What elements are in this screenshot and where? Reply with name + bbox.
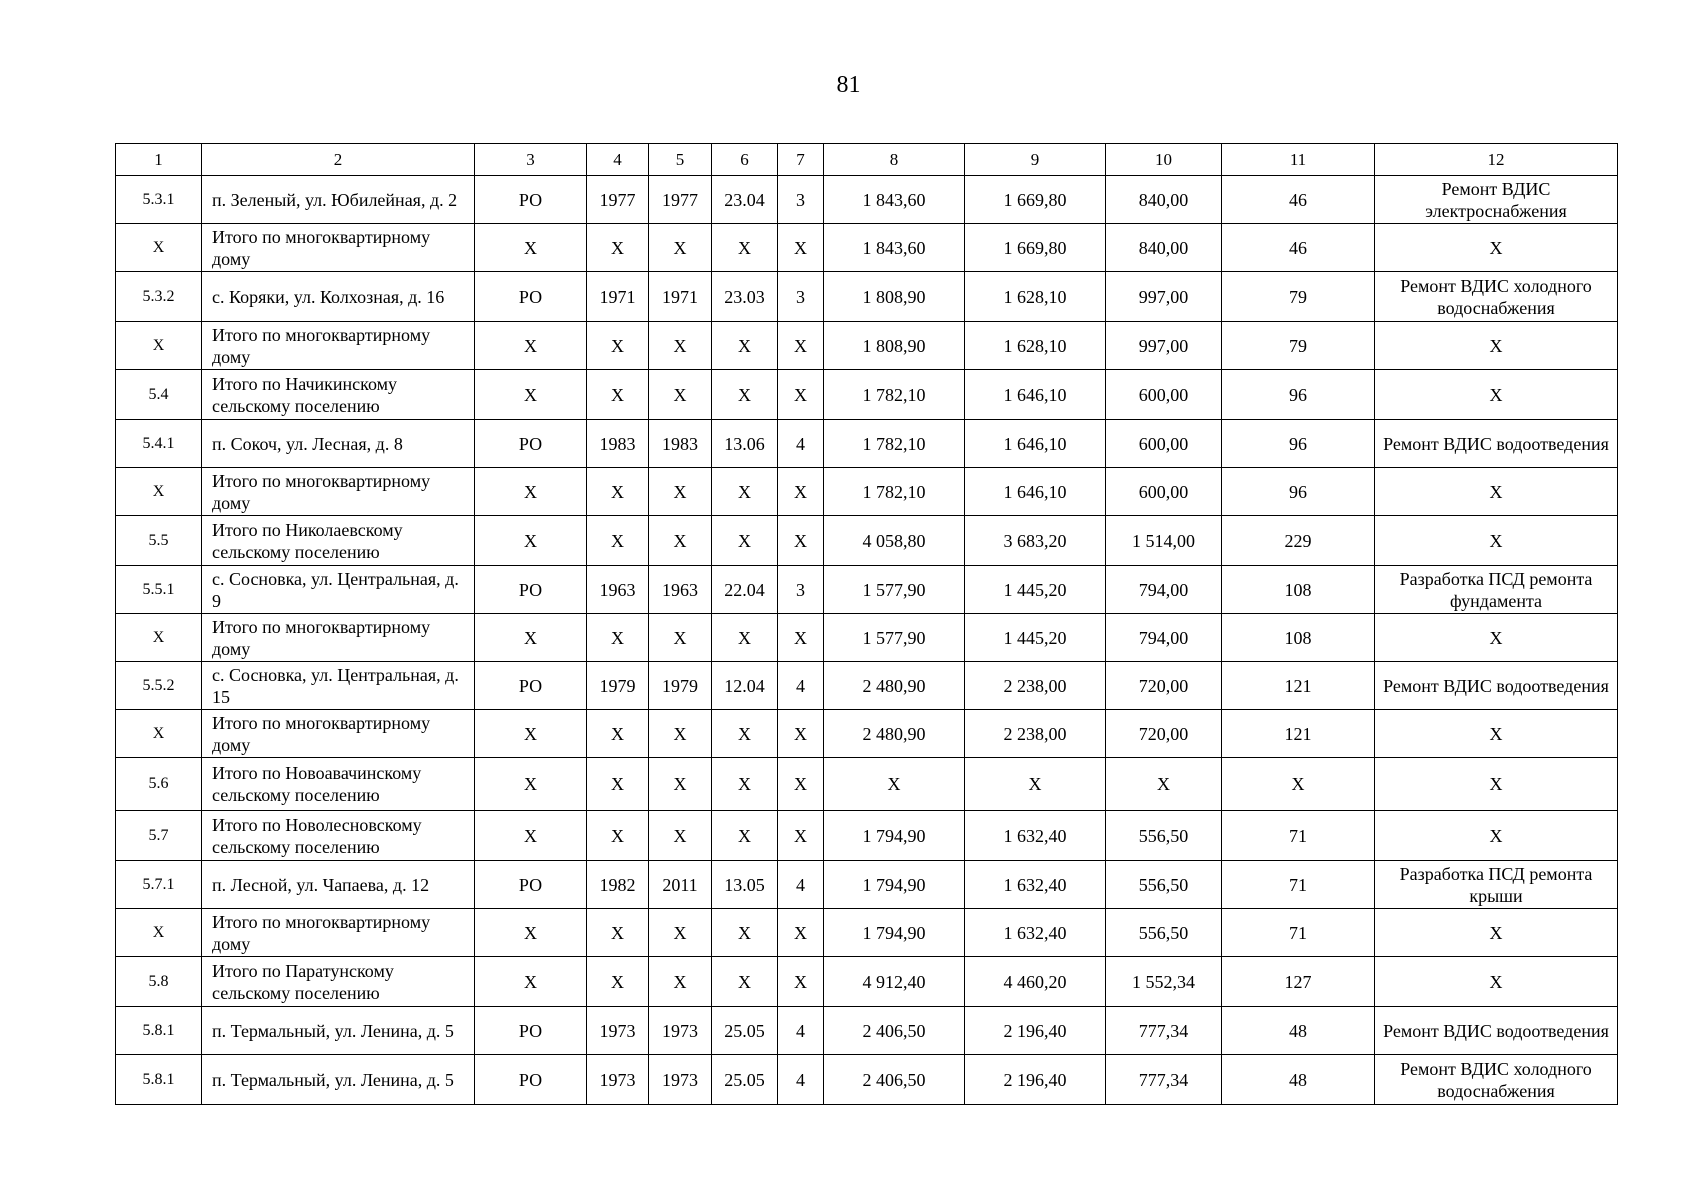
- cell-work-type: X: [1375, 614, 1618, 662]
- cell-residents: X: [1222, 758, 1375, 811]
- cell-total-area: 1 808,90: [824, 272, 965, 322]
- column-header: 1: [116, 144, 202, 176]
- cell-address: с. Сосновка, ул. Центральная, д. 15: [202, 662, 475, 710]
- cell-floors: 4: [778, 861, 824, 909]
- cell-year-built: X: [587, 614, 649, 662]
- cell-code: X: [712, 614, 778, 662]
- cell-total-area: 1 843,60: [824, 224, 965, 272]
- cell-cost: 556,50: [1106, 909, 1222, 957]
- column-header: 3: [475, 144, 587, 176]
- cell-code: 25.05: [712, 1007, 778, 1055]
- cell-row-number: X: [116, 614, 202, 662]
- cell-work-type: Ремонт ВДИС электроснабжения: [1375, 176, 1618, 224]
- cell-residents: 46: [1222, 176, 1375, 224]
- cell-code: X: [712, 957, 778, 1007]
- cell-work-type: X: [1375, 370, 1618, 420]
- cell-work-type: X: [1375, 758, 1618, 811]
- cell-year-built: 1977: [587, 176, 649, 224]
- cell-total-area: 2 480,90: [824, 710, 965, 758]
- cell-year-commissioned: 1973: [649, 1007, 712, 1055]
- cell-floors: X: [778, 516, 824, 566]
- cell-code: X: [712, 516, 778, 566]
- data-table: [115, 143, 1618, 1105]
- cell-row-number: X: [116, 468, 202, 516]
- cell-floors: X: [778, 224, 824, 272]
- cell-cost: 794,00: [1106, 614, 1222, 662]
- cell-living-area: 1 669,80: [965, 224, 1106, 272]
- column-header: 7: [778, 144, 824, 176]
- cell-year-built: X: [587, 710, 649, 758]
- cell-row-number: 5.3.2: [116, 272, 202, 322]
- cell-code: X: [712, 370, 778, 420]
- cell-year-built: X: [587, 224, 649, 272]
- column-header: 10: [1106, 144, 1222, 176]
- table-row: [116, 322, 1618, 370]
- cell-category: X: [475, 614, 587, 662]
- cell-code: 13.05: [712, 861, 778, 909]
- cell-year-commissioned: X: [649, 370, 712, 420]
- table-row: [116, 758, 1618, 811]
- cell-category: РО: [475, 861, 587, 909]
- cell-living-area: 1 632,40: [965, 861, 1106, 909]
- cell-cost: 556,50: [1106, 861, 1222, 909]
- cell-code: 23.04: [712, 176, 778, 224]
- cell-living-area: 1 632,40: [965, 811, 1106, 861]
- cell-total-area: 1 843,60: [824, 176, 965, 224]
- cell-category: РО: [475, 272, 587, 322]
- cell-category: X: [475, 909, 587, 957]
- cell-year-built: X: [587, 909, 649, 957]
- cell-category: X: [475, 710, 587, 758]
- cell-address: Итого по многоквартирному дому: [202, 710, 475, 758]
- cell-row-number: X: [116, 710, 202, 758]
- cell-row-number: 5.7: [116, 811, 202, 861]
- cell-floors: X: [778, 758, 824, 811]
- cell-floors: X: [778, 909, 824, 957]
- cell-cost: 840,00: [1106, 176, 1222, 224]
- cell-floors: 3: [778, 272, 824, 322]
- cell-floors: X: [778, 468, 824, 516]
- column-header: 11: [1222, 144, 1375, 176]
- table-row: [116, 272, 1618, 322]
- table-row: [116, 909, 1618, 957]
- cell-living-area: 1 628,10: [965, 272, 1106, 322]
- cell-cost: 840,00: [1106, 224, 1222, 272]
- cell-row-number: 5.6: [116, 758, 202, 811]
- cell-year-commissioned: 1983: [649, 420, 712, 468]
- cell-work-type: Ремонт ВДИС водоотведения: [1375, 662, 1618, 710]
- cell-address: п. Зеленый, ул. Юбилейная, д. 2: [202, 176, 475, 224]
- cell-floors: X: [778, 710, 824, 758]
- table-row: [116, 710, 1618, 758]
- cell-row-number: 5.5: [116, 516, 202, 566]
- cell-cost: 600,00: [1106, 420, 1222, 468]
- cell-category: РО: [475, 1007, 587, 1055]
- cell-category: РО: [475, 420, 587, 468]
- cell-year-built: X: [587, 322, 649, 370]
- cell-year-commissioned: 1977: [649, 176, 712, 224]
- cell-total-area: 4 058,80: [824, 516, 965, 566]
- cell-category: X: [475, 516, 587, 566]
- cell-address: Итого по Новоавачинскому сельскому поселению: [202, 758, 475, 811]
- cell-cost: 720,00: [1106, 710, 1222, 758]
- cell-address: Итого по многоквартирному дому: [202, 909, 475, 957]
- cell-total-area: 2 406,50: [824, 1007, 965, 1055]
- column-header: 8: [824, 144, 965, 176]
- cell-row-number: 5.3.1: [116, 176, 202, 224]
- cell-address: Итого по многоквартирному дому: [202, 614, 475, 662]
- cell-residents: 71: [1222, 909, 1375, 957]
- cell-total-area: X: [824, 758, 965, 811]
- cell-code: 12.04: [712, 662, 778, 710]
- cell-living-area: 1 646,10: [965, 370, 1106, 420]
- table-row: [116, 1055, 1618, 1105]
- cell-year-commissioned: X: [649, 811, 712, 861]
- cell-total-area: 1 794,90: [824, 861, 965, 909]
- cell-year-built: X: [587, 468, 649, 516]
- cell-cost: 777,34: [1106, 1007, 1222, 1055]
- cell-cost: 794,00: [1106, 566, 1222, 614]
- cell-address: п. Термальный, ул. Ленина, д. 5: [202, 1007, 475, 1055]
- cell-living-area: 1 669,80: [965, 176, 1106, 224]
- cell-address: с. Сосновка, ул. Центральная, д. 9: [202, 566, 475, 614]
- cell-work-type: X: [1375, 516, 1618, 566]
- table-row: [116, 516, 1618, 566]
- cell-residents: 48: [1222, 1007, 1375, 1055]
- cell-code: X: [712, 322, 778, 370]
- cell-floors: X: [778, 322, 824, 370]
- cell-living-area: 1 646,10: [965, 468, 1106, 516]
- cell-total-area: 4 912,40: [824, 957, 965, 1007]
- cell-living-area: X: [965, 758, 1106, 811]
- cell-living-area: 3 683,20: [965, 516, 1106, 566]
- cell-row-number: 5.8: [116, 957, 202, 1007]
- column-header: 9: [965, 144, 1106, 176]
- cell-year-built: 1963: [587, 566, 649, 614]
- cell-year-built: 1982: [587, 861, 649, 909]
- cell-code: X: [712, 909, 778, 957]
- cell-row-number: 5.4.1: [116, 420, 202, 468]
- cell-address: п. Лесной, ул. Чапаева, д. 12: [202, 861, 475, 909]
- cell-code: 23.03: [712, 272, 778, 322]
- cell-residents: 46: [1222, 224, 1375, 272]
- cell-address: Итого по Паратунскому сельскому поселению: [202, 957, 475, 1007]
- cell-residents: 108: [1222, 566, 1375, 614]
- cell-address: Итого по Николаевскому сельскому поселению: [202, 516, 475, 566]
- cell-row-number: 5.4: [116, 370, 202, 420]
- cell-address: с. Коряки, ул. Колхозная, д. 16: [202, 272, 475, 322]
- cell-row-number: 5.8.1: [116, 1055, 202, 1105]
- cell-category: X: [475, 224, 587, 272]
- cell-residents: 79: [1222, 272, 1375, 322]
- cell-total-area: 1 577,90: [824, 614, 965, 662]
- cell-code: X: [712, 710, 778, 758]
- cell-row-number: X: [116, 322, 202, 370]
- cell-cost: 1 552,34: [1106, 957, 1222, 1007]
- column-header: 6: [712, 144, 778, 176]
- cell-cost: 997,00: [1106, 272, 1222, 322]
- cell-row-number: 5.5.1: [116, 566, 202, 614]
- cell-living-area: 1 445,20: [965, 566, 1106, 614]
- cell-residents: 96: [1222, 420, 1375, 468]
- cell-address: Итого по многоквартирному дому: [202, 224, 475, 272]
- table-row: [116, 566, 1618, 614]
- cell-floors: X: [778, 957, 824, 1007]
- cell-year-built: 1971: [587, 272, 649, 322]
- cell-address: Итого по многоквартирному дому: [202, 322, 475, 370]
- cell-cost: X: [1106, 758, 1222, 811]
- column-header: 4: [587, 144, 649, 176]
- cell-residents: 79: [1222, 322, 1375, 370]
- cell-work-type: Разработка ПСД ремонта фундамента: [1375, 566, 1618, 614]
- cell-address: п. Термальный, ул. Ленина, д. 5: [202, 1055, 475, 1105]
- cell-residents: 121: [1222, 662, 1375, 710]
- cell-work-type: Ремонт ВДИС водоотведения: [1375, 1007, 1618, 1055]
- cell-work-type: X: [1375, 224, 1618, 272]
- cell-year-built: 1973: [587, 1007, 649, 1055]
- cell-code: X: [712, 758, 778, 811]
- cell-cost: 600,00: [1106, 370, 1222, 420]
- cell-residents: 121: [1222, 710, 1375, 758]
- cell-cost: 997,00: [1106, 322, 1222, 370]
- cell-total-area: 2 406,50: [824, 1055, 965, 1105]
- cell-year-built: X: [587, 957, 649, 1007]
- cell-year-commissioned: X: [649, 224, 712, 272]
- cell-floors: X: [778, 370, 824, 420]
- cell-year-commissioned: X: [649, 516, 712, 566]
- cell-work-type: X: [1375, 957, 1618, 1007]
- cell-year-commissioned: X: [649, 758, 712, 811]
- cell-row-number: X: [116, 909, 202, 957]
- cell-floors: 4: [778, 1055, 824, 1105]
- cell-floors: X: [778, 811, 824, 861]
- cell-year-commissioned: 1979: [649, 662, 712, 710]
- cell-category: РО: [475, 1055, 587, 1105]
- cell-year-commissioned: X: [649, 909, 712, 957]
- cell-floors: 4: [778, 420, 824, 468]
- cell-cost: 777,34: [1106, 1055, 1222, 1105]
- cell-code: X: [712, 811, 778, 861]
- cell-residents: 127: [1222, 957, 1375, 1007]
- cell-row-number: 5.7.1: [116, 861, 202, 909]
- cell-year-built: X: [587, 758, 649, 811]
- cell-work-type: Ремонт ВДИС холодного водоснабжения: [1375, 1055, 1618, 1105]
- cell-total-area: 1 808,90: [824, 322, 965, 370]
- cell-living-area: 1 628,10: [965, 322, 1106, 370]
- cell-year-built: X: [587, 811, 649, 861]
- cell-residents: 48: [1222, 1055, 1375, 1105]
- cell-category: X: [475, 758, 587, 811]
- cell-total-area: 1 794,90: [824, 811, 965, 861]
- cell-total-area: 1 577,90: [824, 566, 965, 614]
- cell-floors: 4: [778, 662, 824, 710]
- cell-work-type: Разработка ПСД ремонта крыши: [1375, 861, 1618, 909]
- cell-year-built: 1983: [587, 420, 649, 468]
- cell-work-type: X: [1375, 322, 1618, 370]
- cell-living-area: 2 238,00: [965, 662, 1106, 710]
- cell-residents: 71: [1222, 811, 1375, 861]
- cell-work-type: X: [1375, 468, 1618, 516]
- cell-total-area: 1 782,10: [824, 370, 965, 420]
- cell-row-number: X: [116, 224, 202, 272]
- cell-residents: 71: [1222, 861, 1375, 909]
- table-row: [116, 957, 1618, 1007]
- cell-year-commissioned: X: [649, 957, 712, 1007]
- column-header: 5: [649, 144, 712, 176]
- table-row: [116, 224, 1618, 272]
- table-row: [116, 614, 1618, 662]
- cell-living-area: 2 196,40: [965, 1007, 1106, 1055]
- cell-living-area: 2 238,00: [965, 710, 1106, 758]
- table-row: [116, 370, 1618, 420]
- cell-category: X: [475, 370, 587, 420]
- cell-code: 13.06: [712, 420, 778, 468]
- cell-work-type: X: [1375, 909, 1618, 957]
- cell-row-number: 5.5.2: [116, 662, 202, 710]
- table-row: [116, 861, 1618, 909]
- cell-cost: 556,50: [1106, 811, 1222, 861]
- cell-year-commissioned: 2011: [649, 861, 712, 909]
- table-row: [116, 1007, 1618, 1055]
- cell-code: 22.04: [712, 566, 778, 614]
- cell-floors: 4: [778, 1007, 824, 1055]
- page-number: 81: [836, 72, 861, 98]
- cell-year-commissioned: X: [649, 710, 712, 758]
- cell-address: Итого по многоквартирному дому: [202, 468, 475, 516]
- cell-living-area: 1 646,10: [965, 420, 1106, 468]
- cell-residents: 229: [1222, 516, 1375, 566]
- column-header: 12: [1375, 144, 1618, 176]
- cell-year-commissioned: 1971: [649, 272, 712, 322]
- cell-work-type: X: [1375, 811, 1618, 861]
- cell-year-built: 1973: [587, 1055, 649, 1105]
- cell-address: Итого по Новолесновскому сельскому поселению: [202, 811, 475, 861]
- cell-year-commissioned: X: [649, 322, 712, 370]
- cell-row-number: 5.8.1: [116, 1007, 202, 1055]
- cell-floors: 3: [778, 176, 824, 224]
- table-row: [116, 811, 1618, 861]
- cell-category: X: [475, 957, 587, 1007]
- cell-total-area: 1 794,90: [824, 909, 965, 957]
- cell-work-type: Ремонт ВДИС водоотведения: [1375, 420, 1618, 468]
- table-row: [116, 662, 1618, 710]
- cell-year-built: X: [587, 516, 649, 566]
- cell-category: X: [475, 811, 587, 861]
- table-row: [116, 420, 1618, 468]
- table-row: [116, 176, 1618, 224]
- cell-residents: 96: [1222, 468, 1375, 516]
- column-header: 2: [202, 144, 475, 176]
- cell-category: X: [475, 468, 587, 516]
- table-row: [116, 468, 1618, 516]
- cell-living-area: 1 445,20: [965, 614, 1106, 662]
- cell-address: Итого по Начикинскому сельскому поселению: [202, 370, 475, 420]
- cell-category: РО: [475, 566, 587, 614]
- cell-code: 25.05: [712, 1055, 778, 1105]
- cell-year-commissioned: 1963: [649, 566, 712, 614]
- cell-floors: 3: [778, 566, 824, 614]
- cell-residents: 96: [1222, 370, 1375, 420]
- cell-total-area: 1 782,10: [824, 420, 965, 468]
- cell-work-type: Ремонт ВДИС холодного водоснабжения: [1375, 272, 1618, 322]
- cell-living-area: 1 632,40: [965, 909, 1106, 957]
- cell-category: РО: [475, 176, 587, 224]
- cell-category: РО: [475, 662, 587, 710]
- cell-year-built: 1979: [587, 662, 649, 710]
- cell-living-area: 4 460,20: [965, 957, 1106, 1007]
- cell-category: X: [475, 322, 587, 370]
- cell-residents: 108: [1222, 614, 1375, 662]
- cell-work-type: X: [1375, 710, 1618, 758]
- cell-code: X: [712, 224, 778, 272]
- cell-year-commissioned: 1973: [649, 1055, 712, 1105]
- cell-year-built: X: [587, 370, 649, 420]
- cell-address: п. Сокоч, ул. Лесная, д. 8: [202, 420, 475, 468]
- table-body: [116, 176, 1618, 1105]
- cell-year-commissioned: X: [649, 468, 712, 516]
- cell-cost: 600,00: [1106, 468, 1222, 516]
- cell-total-area: 1 782,10: [824, 468, 965, 516]
- cell-code: X: [712, 468, 778, 516]
- cell-living-area: 2 196,40: [965, 1055, 1106, 1105]
- cell-year-commissioned: X: [649, 614, 712, 662]
- header-row: [116, 144, 1618, 176]
- cell-cost: 1 514,00: [1106, 516, 1222, 566]
- cell-cost: 720,00: [1106, 662, 1222, 710]
- cell-total-area: 2 480,90: [824, 662, 965, 710]
- cell-floors: X: [778, 614, 824, 662]
